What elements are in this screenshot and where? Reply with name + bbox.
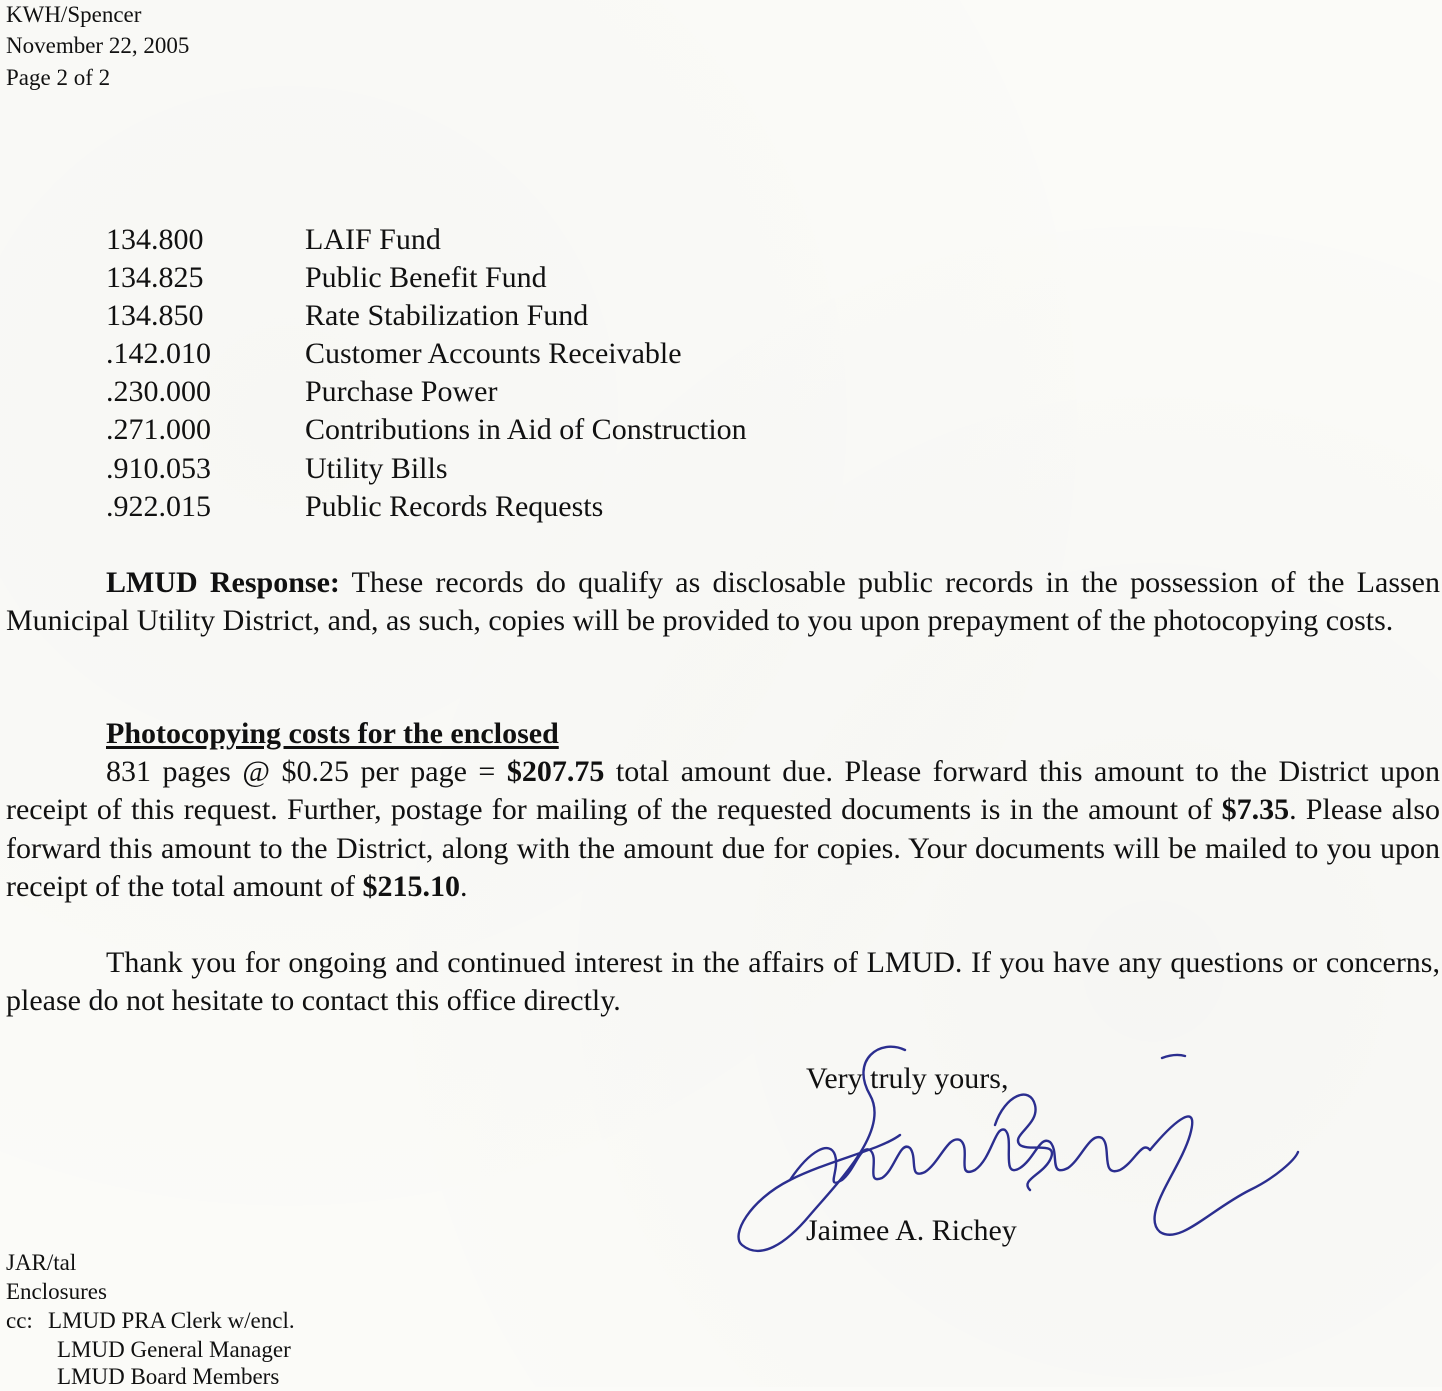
account-name: Utility Bills: [305, 452, 448, 485]
account-name: Contributions in Aid of Construction: [305, 413, 747, 446]
account-name: Public Records Requests: [305, 490, 604, 523]
grand-total: $215.10: [362, 869, 461, 903]
account-row: [0, 335, 1000, 373]
account-name: LAIF Fund: [305, 223, 441, 256]
costs-heading: Photocopying costs for the enclosed: [106, 717, 559, 750]
account-code: 134.850: [106, 299, 204, 332]
typist-initials: JAR/tal: [6, 1250, 77, 1275]
signature-stroke: [1150, 1116, 1298, 1234]
account-name: Rate Stabilization Fund: [305, 299, 589, 332]
account-row: [0, 297, 1000, 335]
costs-text-2: total amount due. Please forward this amount to the District upon receipt of this request. Further, postage for mailing of the requested documents is in the amount of: [6, 755, 1441, 827]
signer-name: Jaimee A. Richey: [806, 1214, 1017, 1247]
response-label: LMUD Response:: [106, 566, 340, 599]
signature-stroke: [1162, 1055, 1185, 1058]
account-name: Customer Accounts Receivable: [305, 337, 682, 370]
thanks-text: Thank you for ongoing and continued interest in the affairs of LMUD. If you have any questions or concerns, please do not hesitate to contact this office directly.: [6, 946, 1440, 1018]
account-code: .922.015: [106, 490, 211, 523]
cc-recipient: LMUD General Manager: [57, 1337, 291, 1362]
enclosures-note: Enclosures: [6, 1279, 107, 1304]
account-code: 134.825: [106, 261, 204, 294]
cc-recipient: LMUD Board Members: [57, 1364, 280, 1389]
account-row: [0, 259, 1000, 297]
account-name: Purchase Power: [305, 375, 498, 408]
copy-total: $207.75: [506, 755, 605, 788]
costs-text-1: 831 pages @ $0.25 per page =: [106, 755, 507, 788]
response-paragraph: [6, 564, 1440, 641]
letter-date: November 22, 2005: [6, 33, 190, 58]
cc-label: cc:: [6, 1308, 33, 1333]
costs-text-4: .: [460, 869, 468, 903]
costs-text-3: . Please also forward this amount to the District, along with the amount due for copies. Your documents will be mailed to you upon receipt of the total amount of: [6, 793, 1441, 903]
account-code: 134.800: [106, 223, 204, 256]
account-code: .230.000: [106, 375, 211, 408]
account-row: [0, 373, 1000, 411]
account-name: Public Benefit Fund: [305, 261, 547, 294]
response-text: These records do qualify as disclosable public records in the possession of the Lassen Municipal Utility District, and, as such, copies will be provided to you upon prepayment of the photocopying costs.: [6, 566, 1440, 638]
account-row: [0, 221, 1000, 259]
closing-line: Very truly yours,: [806, 1062, 1009, 1095]
account-row: [0, 488, 1000, 526]
account-code: .910.053: [106, 452, 211, 485]
account-code: .142.010: [106, 337, 211, 370]
cc-recipient: LMUD PRA Clerk w/encl.: [48, 1308, 295, 1333]
thanks-paragraph: [6, 944, 1440, 1021]
account-row: [0, 450, 1000, 488]
page-number: Page 2 of 2: [6, 65, 111, 90]
account-row: [0, 411, 1000, 449]
recipient-reference: KWH/Spencer: [6, 2, 142, 27]
postage-amount: $7.35: [1221, 793, 1290, 827]
costs-paragraph: [6, 753, 1440, 906]
account-code: .271.000: [106, 413, 211, 446]
